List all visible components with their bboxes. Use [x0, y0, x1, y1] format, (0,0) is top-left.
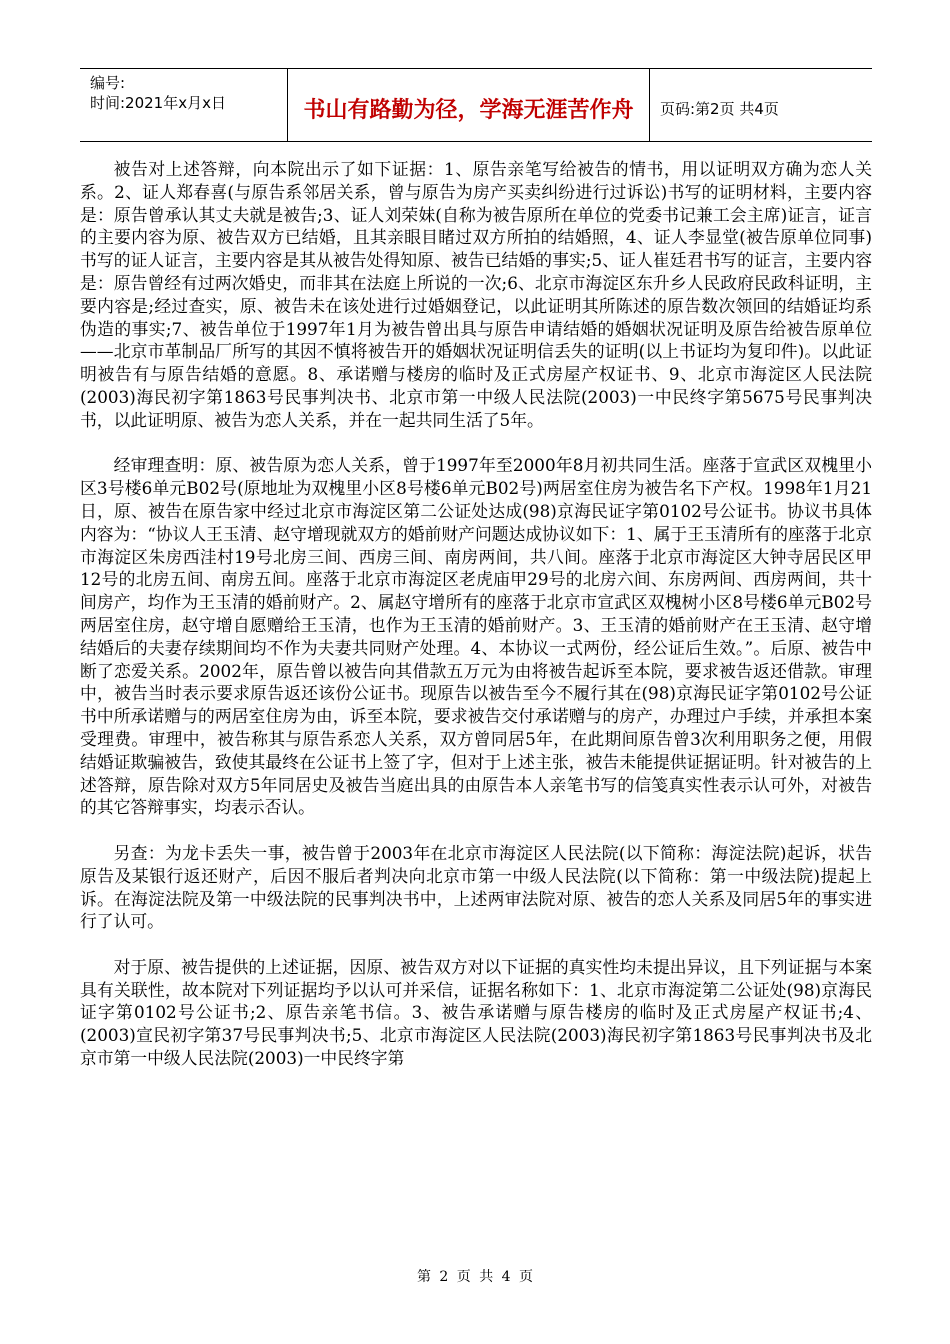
document-number-label: 编号: [90, 74, 126, 92]
paragraph-additional-findings: 另查：为龙卡丢失一事，被告曾于2003年在北京市海淀区人民法院(以下简称：海淀法院)起诉，状告原告及某银行返还财产，后因不服后者判决向北京市第一中级人民法院(以下简称：第一中级法院)提起上诉。在海淀法院及第一中级法院的民事判决书中，上述两审法院对原、被告的恋人关系及同居5年的事实进行了认可。 [80, 842, 872, 932]
paragraph-findings: 经审理查明：原、被告原为恋人关系，曾于1997年至2000年8月初共同生活。座落于宣武区双槐里小区3号楼6单元B02号(原地址为双槐里小区8号楼6单元B02号)两居室住房为被告名下产权。1998年1月21日，原、被告在原告家中经过北京市海淀区第二公证处达成(98)京海民证字第0102号公证书。协议书具体内容为：“协议人王玉清、赵守增现就双方的婚前财产问题达成协议如下：1、属于王玉清所有的座落于北京市海淀区朱房西洼村19号北房三间、西房三间、南房两间，共八间。座落于北京市海淀区大钟寺居民区甲12号的北房五间、南房五间。座落于北京市海淀区老虎庙甲29号的北房六间、东房两间、西房两间，共十间房产，均作为王玉清的婚前财产。2、属赵守增所有的座落于北京市宣武区双槐树小区8号楼6单元B02号两居室住房，赵守增自愿赠给王玉清，也作为王玉清的婚前财产。3、王玉清的婚前财产在王玉清、赵守增结婚后的夫妻存续期间均不作为夫妻共同财产处理。4、本协议一式两份，经公证后生效。”。后原、被告中断了恋爱关系。2002年，原告曾以被告向其借款五万元为由将被告起诉至本院，要求被告返还借款。审理中，被告当时表示要求原告返还该份公证书。现原告以被告至今不履行其在(98)京海民证字第0102号公证书中所承诺赠与的两居室住房为由，诉至本院，要求被告交付承诺赠与的房产，办理过户手续，并承担本案受理费。审理中，被告称其与原告系恋人关系，双方曾同居5年，在此期间原告曾3次利用职务之便，用假结婚证欺骗被告，致使其最终在公证书上签了字，但对于上述主张，被告未能提供证据证明。针对被告的上述答辩，原告除对双方5年同居史及被告当庭出具的由原告本人亲笔书写的信笺真实性表示认可外，对被告的其它答辩事实，均表示否认。 [80, 455, 872, 818]
footer-total-pages: 4 [501, 1269, 511, 1285]
paragraph-evidence: 被告对上述答辩，向本院出示了如下证据：1、原告亲笔写给被告的情书，用以证明双方确为恋人关系。2、证人郑春喜(与原告系邻居关系，曾与原告为房产买卖纠纷进行过诉讼)书写的证明材料，主要内容是：原告曾承认其丈夫就是被告;3、证人刘荣妹(自称为被告原所在单位的党委书记兼工会主席)证言，证言的主要内容为原、被告双方已结婚，且其亲眼目睹过双方所拍的结婚照，4、证人李显堂(被告原单位同事)书写的证人证言，主要内容是其从被告处得知原、被告已结婚的事实;5、证人崔廷君书写的证言，主要内容是：原告曾经有过两次婚史，而非其在法庭上所说的一次;6、北京市海淀区东升乡人民政府民政科证明，主要内容是;经过查实，原、被告未在该处进行过婚姻登记，以此证明其所陈述的原告数次领回的结婚证均系伪造的事实;7、被告单位于1997年1月为被告曾出具与原告申请结婚的婚姻状况证明及原告给被告原单位——北京市革制品厂所写的其因不慎将被告开的婚姻状况证明信丢失的证明(以上书证均为复印件)。以此证明被告有与原告结婚的意愿。8、承诺赠与楼房的临时及正式房屋产权证书、9、北京市海淀区人民法院(2003)海民初字第1863号民事判决书、北京市第一中级人民法院(2003)一中民终字第5675号民事判决书，以此证明原、被告为恋人关系，并在一起共同生活了5年。 [80, 159, 872, 430]
footer-page-number: 2 [439, 1269, 449, 1285]
page-header [80, 68, 872, 142]
document-body [80, 158, 872, 1093]
footer-page-unit: 页 [456, 1269, 471, 1285]
header-meta [80, 69, 288, 141]
header-motto: 书山有路勤为径，学海无涯苦作舟 [288, 69, 650, 141]
page-footer [0, 1266, 950, 1286]
document-time-label: 时间:2021年x月x日 [90, 94, 226, 112]
header-page-label: 页码:第2页 共4页 [660, 99, 779, 118]
footer-prefix: 第 [416, 1269, 431, 1285]
footer-total-prefix: 共 [479, 1269, 494, 1285]
paragraph-evidence-adoption: 对于原、被告提供的上述证据，因原、被告双方对以下证据的真实性均未提出异议，且下列证据与本案具有关联性，故本院对下列证据均予以认可并采信，证据名称如下：1、北京市海淀第二公证处(98)京海民证字第0102号公证书;2、原告亲笔书信。3、被告承诺赠与原告楼房的临时及正式房屋产权证书;4、(2003)宣民初字第37号民事判决书;5、北京市海淀区人民法院(2003)海民初字第1863号民事判决书及北京市第一中级人民法院(2003)一中民终字第 [80, 956, 872, 1069]
footer-total-unit: 页 [519, 1269, 534, 1285]
